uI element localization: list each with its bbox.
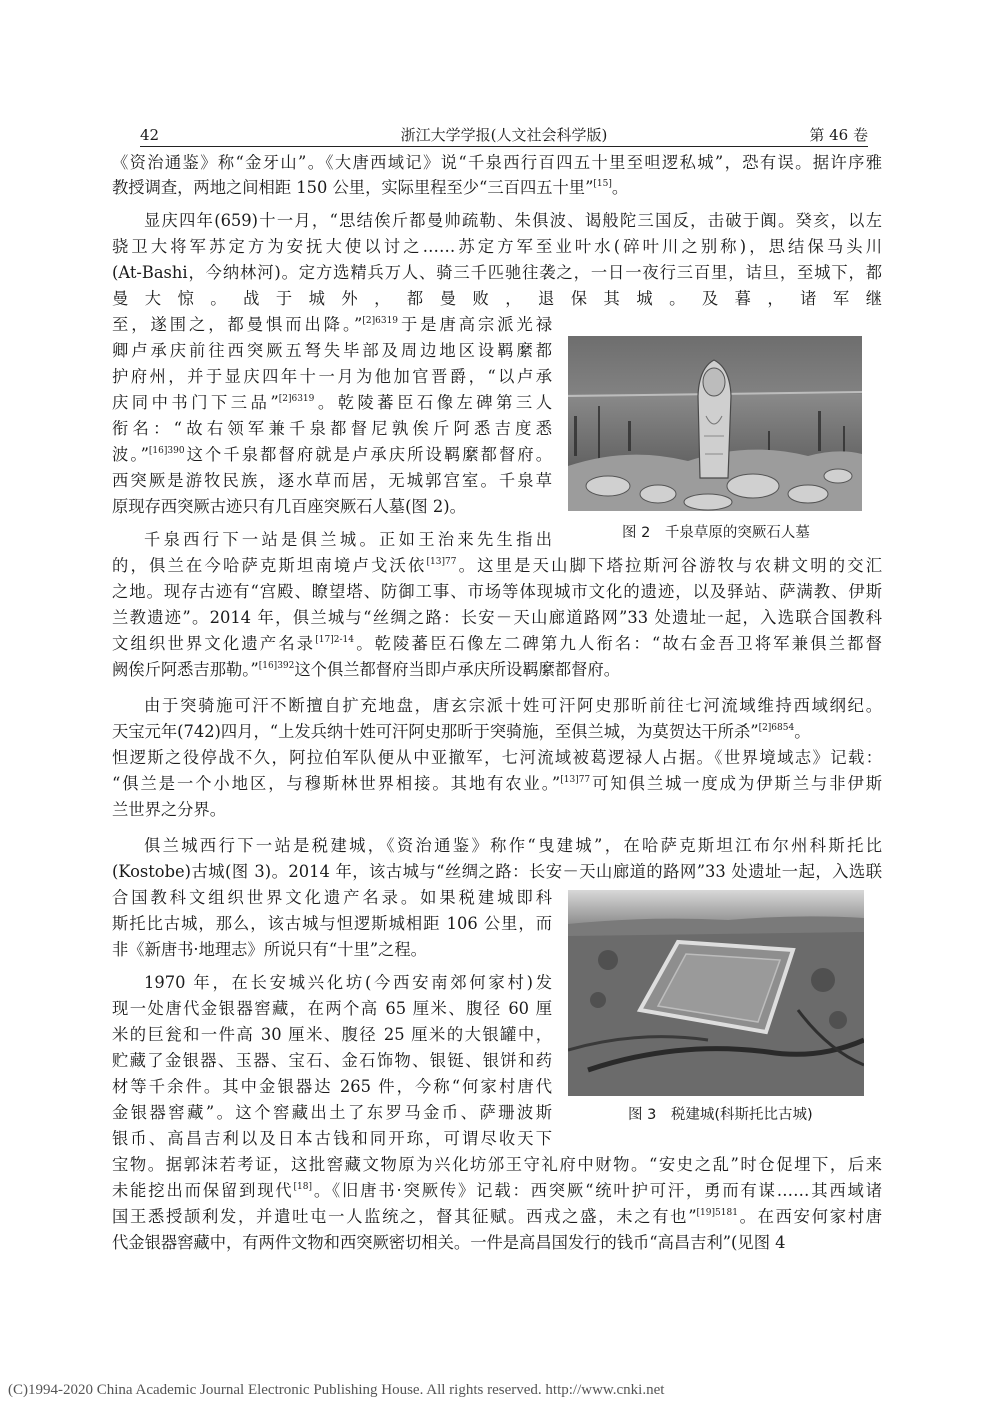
line-text: (Kostobe)古城(图 3)。2014 年，该古城与“丝绸之路：长安－天山廊道的路网”33 处遗址一起，入选联: [112, 862, 882, 881]
text-line: [112, 418, 552, 440]
line-text: 衔名：“故右领军兼千泉都督尼孰俟斤阿悉吉度悉: [112, 419, 552, 438]
line-text: 之地。现存古迹有“宫殿、瞭望塔、防御工事、市场等体现城市文化的遗迹，以及驿站、萨满教、伊斯: [112, 582, 882, 601]
text-line: [112, 773, 882, 795]
page-number: 42: [140, 126, 160, 144]
line-text: 米的巨瓮和一件高 30 厘米、腹径 25 厘米的大银罐中，: [112, 1025, 552, 1044]
citation-ref: [2]6854: [758, 723, 795, 733]
journal-title: 浙江大学学报(人文社会科学版): [400, 126, 608, 144]
text-line: [144, 835, 882, 857]
line-text: 曼大惊。战于城外，都曼败，退保其城。及暮，诸军继: [112, 289, 882, 308]
line-text: 阙俟斤阿悉吉那勒。”: [112, 660, 259, 679]
text-line: [112, 262, 882, 284]
line-text: 现一处唐代金银器窖藏，在两个高 65 厘米、腹径 60 厘: [112, 999, 552, 1018]
text-line: [144, 529, 552, 551]
line-text: 庆同中书门下三品”: [112, 393, 279, 412]
line-text: 文组织世界文化遗产名录: [112, 634, 316, 653]
line-text-after: 。《旧唐书·突厥传》记载：西突厥“统叶护可汗，勇而有谋……其西域诸: [312, 1181, 882, 1200]
line-text: 银币、高昌吉利以及日本古钱和同开珎，可谓尽收天下: [112, 1129, 552, 1148]
line-text: 骁卫大将军苏定方为安抚大使以讨之……苏定方军至业叶水(碎叶川之别称)，思结保马头川: [112, 237, 882, 256]
citation-ref: [15]: [593, 179, 612, 189]
line-text: 代金银器窖藏中，有两件文物和西突厥密切相关。一件是高昌国发行的钱币“高昌吉利”(见图 4: [112, 1233, 786, 1252]
text-line: [144, 210, 882, 232]
text-line: [112, 913, 552, 935]
citation-ref: [18]: [293, 1182, 313, 1192]
text-line: [112, 887, 552, 909]
line-text: 国王悉授颉利发，并遣吐屯一人监统之，督其征赋。西戎之盛，未之有也”: [112, 1207, 697, 1226]
running-header: [140, 124, 868, 147]
line-text: 护府州，并于显庆四年十一月为他加官晋爵，“以卢承: [112, 367, 552, 386]
line-text: 的，俱兰在今哈萨克斯坦南境卢戈沃依: [112, 556, 427, 575]
text-line: [112, 633, 882, 655]
line-text: 未能挖出而保留到现代: [112, 1181, 294, 1200]
text-line: [112, 444, 552, 466]
text-line: [112, 1180, 882, 1202]
text-line: [144, 695, 882, 717]
figure-2-image: [568, 336, 862, 511]
line-text: “俱兰是一个小地区，与穆斯林世界相接。其地有农业。”: [112, 774, 561, 793]
line-text: 教授调查，两地之间相距 150 公里，实际里程至少“三百四五十里”: [112, 178, 594, 197]
line-text: 兰世界之分界。: [112, 800, 226, 819]
text-line: [112, 340, 552, 362]
line-text: 《资治通鉴》称“金牙山”。《大唐西域记》说“千泉西行百四五十里至呾逻私城”，恐有误。据许序雅: [112, 153, 882, 172]
line-text: 千泉西行下一站是俱兰城。正如王治来先生指出: [144, 530, 552, 549]
text-line: [112, 1076, 552, 1098]
line-text: 1970 年，在长安城兴化坊(今西安南郊何家村)发: [144, 973, 552, 992]
line-text-after: 。: [611, 178, 629, 197]
text-line: [112, 747, 882, 769]
citation-ref: [13]77: [560, 775, 591, 785]
line-text: 原现存西突厥古迹只有几百座突厥石人墓(图 2)。: [112, 497, 466, 516]
line-text-after: 这个千泉都督府就是卢承庆所设羁縻都督府。: [184, 445, 552, 464]
text-line: [112, 1206, 882, 1228]
citation-ref: [19]5181: [696, 1208, 738, 1218]
text-line: [112, 998, 552, 1020]
line-text: 兰教遗迹”。2014 年，俱兰城与“丝绸之路：长安－天山廊道路网”33 处遗址一起，入选联合国教科: [112, 608, 882, 627]
text-line: [112, 1024, 552, 1046]
line-text: 金银器窖藏”。这个窖藏出土了东罗马金币、萨珊波斯: [112, 1103, 552, 1122]
text-line: [112, 392, 552, 414]
kostobe-aerial-photo: [568, 890, 864, 1096]
line-text: 斯托比古城，那么，该古城与怛逻斯城相距 106 公里，而: [112, 914, 552, 933]
line-text: 天宝元年(742)四月，“上发兵纳十姓可汗阿史那昕于突骑施，至俱兰城，为莫贺达干所杀”: [112, 722, 759, 741]
text-line: [112, 152, 882, 174]
line-text: 贮藏了金银器、玉器、宝石、金石饰物、银铤、银饼和药: [112, 1051, 552, 1070]
text-line: [144, 972, 552, 994]
text-line: [112, 581, 882, 603]
text-line: [112, 1154, 882, 1176]
citation-ref: [16]392: [258, 661, 295, 671]
text-line: [112, 288, 882, 310]
line-text: 西突厥是游牧民族，逐水草而居，无城郭宫室。千泉草: [112, 471, 552, 490]
copyright-footer: (C)1994-2020 China Academic Journal Electronic Publishing House. All rights reserved. http://www.cnki.net: [8, 1382, 665, 1398]
line-text: 俱兰城西行下一站是税建城，《资治通鉴》称作“曳建城”，在哈萨克斯坦江布尔州科斯托比: [144, 836, 882, 855]
line-text: (At-Bashi，今纳林河)。定方选精兵万人、骑三千匹驰往袭之，一日一夜行三百里，诘旦，至城下，都: [112, 263, 882, 282]
text-line: [112, 314, 552, 336]
text-line: [112, 470, 552, 492]
text-line: [112, 1232, 882, 1254]
citation-ref: [16]390: [148, 446, 185, 456]
citation-ref: [2]6319: [278, 394, 315, 404]
text-line: [112, 366, 552, 388]
text-line: [112, 607, 882, 629]
line-text: 显庆四年(659)十一月，“思结俟斤都曼帅疏勒、朱俱波、谒般陀三国反，击破于阗。癸亥，以左: [144, 211, 882, 230]
citation-ref: [17]2-14: [315, 635, 354, 645]
figure-3-caption: 图 3 税建城(科斯托比古城): [628, 1107, 813, 1123]
line-text: 合国教科文组织世界文化遗产名录。如果税建城即科: [112, 888, 552, 907]
text-line: [112, 177, 882, 199]
line-text-after: 。乾陵蕃臣石像左碑第三人: [314, 393, 552, 412]
line-text: 至，遂围之，都曼惧而出降。”: [112, 315, 363, 334]
line-text: 波。”: [112, 445, 149, 464]
line-text-after: 。这里是天山脚下塔拉斯河谷游牧与农耕文明的交汇: [456, 556, 882, 575]
text-line: [112, 1050, 552, 1072]
line-text-after: 于是唐高宗派光禄: [398, 315, 552, 334]
text-line: [112, 939, 552, 961]
citation-ref: [13]77: [426, 557, 457, 567]
text-line: [112, 721, 882, 743]
figure-3-image: [568, 890, 864, 1096]
line-text: 材等千余件。其中金银器达 265 件，今称“何家村唐代: [112, 1077, 552, 1096]
text-line: [112, 1128, 552, 1150]
text-line: [112, 496, 552, 518]
line-text-after: 。在西安何家村唐: [737, 1207, 882, 1226]
volume-label: 第 46 卷: [809, 126, 868, 144]
figure-2-caption: 图 2 千泉草原的突厥石人墓: [622, 525, 810, 541]
stone-statue-photo: [568, 336, 862, 511]
line-text: 怛逻斯之役停战不久，阿拉伯军队便从中亚撤军，七河流域被葛逻禄人占据。《世界境域志》记载：: [112, 748, 882, 767]
line-text: 宝物。据郭沫若考证，这批窖藏文物原为兴化坊邠王守礼府中财物。“安史之乱”时仓促埋下，后来: [112, 1155, 882, 1174]
line-text: 卿卢承庆前往西突厥五弩失毕部及周边地区设羁縻都: [112, 341, 552, 360]
text-line: [112, 1102, 552, 1124]
text-line: [112, 799, 882, 821]
line-text-after: 这个俱兰都督府当即卢承庆所设羁縻都督府。: [294, 660, 621, 679]
text-line: [112, 659, 882, 681]
citation-ref: [2]6319: [362, 316, 399, 326]
line-text-after: 。乾陵蕃臣石像左二碑第九人衔名：“故右金吾卫将军兼俱兰都督: [354, 634, 882, 653]
line-text: 非《新唐书·地理志》所说只有“十里”之程。: [112, 940, 427, 959]
line-text: 由于突骑施可汗不断擅自扩充地盘，唐玄宗派十姓可汗阿史那昕前往七河流域维持西域纲纪。: [144, 696, 882, 715]
text-line: [112, 861, 882, 883]
text-line: [112, 555, 882, 577]
text-line: [112, 236, 882, 258]
line-text-after: 。: [794, 722, 811, 741]
line-text-after: 可知俱兰城一度成为伊斯兰与非伊斯: [590, 774, 882, 793]
